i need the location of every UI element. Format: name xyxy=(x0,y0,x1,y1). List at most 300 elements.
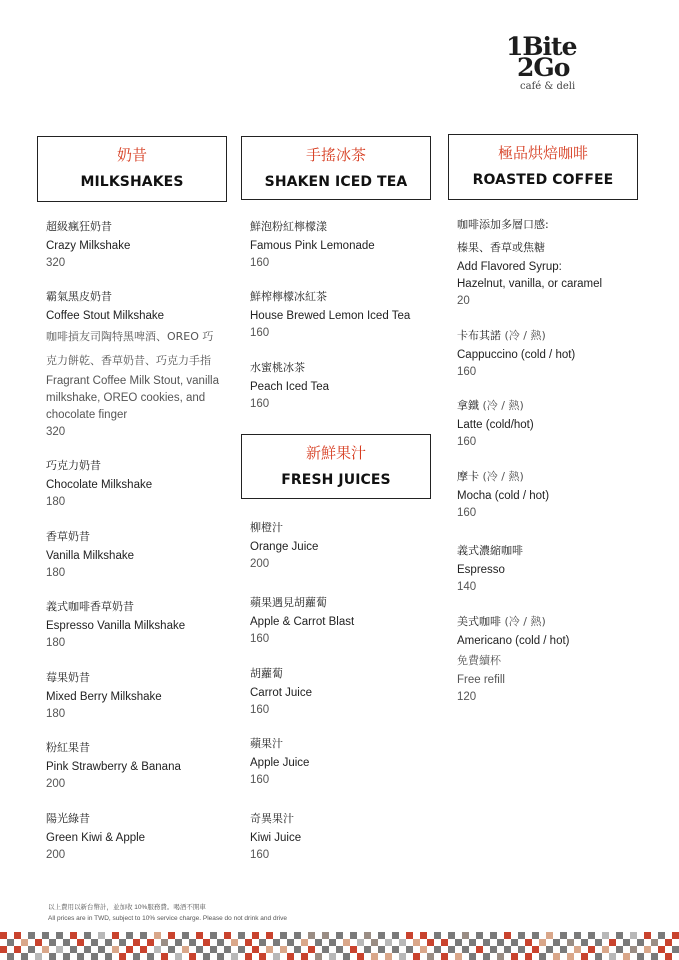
item-name-en: Espresso Vanilla Milkshake xyxy=(46,620,186,632)
checker-square xyxy=(518,932,525,939)
item-name-zh xyxy=(457,542,657,559)
checker-square xyxy=(630,946,637,953)
checker-square xyxy=(315,953,322,960)
checker-square xyxy=(441,953,448,960)
item-name-zh xyxy=(457,613,657,630)
item-name-en: House Brewed Lemon Iced Tea xyxy=(250,310,411,322)
checker-square xyxy=(595,939,602,946)
checker-square xyxy=(14,932,21,939)
item-name-en: Apple & Carrot Blast xyxy=(250,616,355,628)
menu-item-latte xyxy=(457,397,657,451)
checker-square xyxy=(553,939,560,946)
checker-square xyxy=(126,946,133,953)
logo-line-2: 2Go xyxy=(517,53,570,82)
checker-square xyxy=(378,932,385,939)
item-name-zh: 霸氣黑皮奶昔 xyxy=(46,290,112,303)
item-name-en: Add Flavored Syrup: xyxy=(457,261,562,273)
checker-square xyxy=(91,953,98,960)
menu-item-green-kiwi-apple xyxy=(46,810,246,864)
checker-square xyxy=(350,932,357,939)
checker-square xyxy=(203,953,210,960)
checker-square xyxy=(476,932,483,939)
checker-square xyxy=(315,939,322,946)
item-price: 160 xyxy=(457,366,477,378)
checker-square xyxy=(266,946,273,953)
menu-item-apple-juice xyxy=(250,735,450,789)
checker-square xyxy=(588,946,595,953)
checker-square xyxy=(224,946,231,953)
checker-square xyxy=(182,932,189,939)
item-name-zh: 陽光綠昔 xyxy=(46,812,90,825)
checker-square xyxy=(21,939,28,946)
checker-square xyxy=(245,953,252,960)
item-name-zh: 柳橙汁 xyxy=(250,521,283,534)
checker-square xyxy=(28,932,35,939)
checker-square xyxy=(623,953,630,960)
menu-item-cappuccino xyxy=(457,327,657,381)
menu-item-lemon-iced-tea xyxy=(250,288,450,342)
item-name-zh-text: 拿鐵 xyxy=(457,399,479,412)
item-price: 180 xyxy=(46,496,66,508)
checker-square xyxy=(168,932,175,939)
menu-item-kiwi-juice xyxy=(250,810,450,864)
item-name-en: Kiwi Juice xyxy=(250,832,302,844)
checker-square xyxy=(553,953,560,960)
menu-item-vanilla-milkshake xyxy=(46,528,246,582)
checker-square xyxy=(420,946,427,953)
checker-square xyxy=(518,946,525,953)
item-price: 320 xyxy=(46,426,66,438)
menu-item-apple-carrot-blast xyxy=(250,594,450,648)
item-name-en: Cappuccino (cold / hot) xyxy=(457,349,576,361)
checker-square xyxy=(49,939,56,946)
checker-square xyxy=(35,939,42,946)
item-price: 120 xyxy=(457,691,477,703)
checker-square xyxy=(371,939,378,946)
checker-square xyxy=(546,932,553,939)
section-heading-juices xyxy=(241,434,431,499)
checker-square xyxy=(273,953,280,960)
checker-square xyxy=(392,946,399,953)
checker-square xyxy=(182,946,189,953)
heading-zh: 奶昔 xyxy=(116,146,147,164)
checker-square xyxy=(497,939,504,946)
item-name-zh: 咖啡添加多層口感: xyxy=(457,218,549,231)
item-price: 200 xyxy=(46,849,66,861)
menu-item-espresso-vanilla-milkshake xyxy=(46,598,246,652)
logo xyxy=(500,34,600,92)
footer-note-en: All prices are in TWD, subject to 10% service charge. Please do not drink and drive xyxy=(48,915,288,922)
heading-en: ROASTED COFFEE xyxy=(472,172,614,188)
heading-zh: 極品烘焙咖啡 xyxy=(497,144,588,162)
checker-square xyxy=(441,939,448,946)
checker-square xyxy=(651,939,658,946)
item-name-zh: 超級瘋狂奶昔 xyxy=(46,220,112,233)
logo-subtitle: café & deli xyxy=(520,81,576,92)
checker-square xyxy=(539,939,546,946)
checker-square xyxy=(560,946,567,953)
item-name-en: Coffee Stout Milkshake xyxy=(46,310,165,322)
checker-square xyxy=(343,939,350,946)
checker-square xyxy=(21,953,28,960)
checker-square xyxy=(476,946,483,953)
item-price: 160 xyxy=(250,774,270,786)
checker-square xyxy=(238,946,245,953)
checker-square xyxy=(105,953,112,960)
checker-square xyxy=(231,939,238,946)
checker-square xyxy=(189,939,196,946)
section-heading-coffee xyxy=(448,134,638,200)
checker-square xyxy=(581,953,588,960)
item-price: 180 xyxy=(46,708,66,720)
menu-item-peach-iced-tea xyxy=(250,359,450,413)
checker-square xyxy=(427,953,434,960)
item-name-en: Chocolate Milkshake xyxy=(46,479,153,491)
checker-square xyxy=(567,953,574,960)
checker-square xyxy=(112,946,119,953)
footer-note xyxy=(48,902,287,924)
checker-square xyxy=(84,946,91,953)
checker-square xyxy=(154,932,161,939)
checker-square xyxy=(238,932,245,939)
checker-square xyxy=(469,953,476,960)
checker-square xyxy=(245,939,252,946)
checker-square xyxy=(210,932,217,939)
checker-square xyxy=(329,939,336,946)
item-price: 200 xyxy=(46,778,66,790)
checker-square xyxy=(259,939,266,946)
checker-square xyxy=(546,946,553,953)
menu-item-chocolate-milkshake xyxy=(46,457,246,511)
item-name-zh xyxy=(457,397,657,414)
item-price: 160 xyxy=(457,507,477,519)
item-price: 160 xyxy=(250,398,270,410)
section-heading-milkshakes xyxy=(37,136,227,202)
item-name-en: Peach Iced Tea xyxy=(250,381,330,393)
item-price: 160 xyxy=(250,704,270,716)
checker-square xyxy=(371,953,378,960)
heading-en: FRESH JUICES xyxy=(281,472,391,488)
item-name-zh: 義式咖啡香草奶昔 xyxy=(46,600,134,613)
checker-square xyxy=(91,939,98,946)
item-options-en: Hazelnut, vanilla, or caramel xyxy=(457,278,603,290)
checker-square xyxy=(644,932,651,939)
checker-square xyxy=(231,953,238,960)
item-name-zh: 粉紅果昔 xyxy=(46,741,90,754)
checker-square xyxy=(98,946,105,953)
checker-square xyxy=(308,946,315,953)
item-name-zh: 鮮泡粉紅檸檬漾 xyxy=(250,220,327,233)
checker-square xyxy=(119,953,126,960)
footer-note-zh: 以上費用以新台幣計，並加收 10%服務費。喝酒不開車 xyxy=(48,904,206,911)
checker-square xyxy=(196,932,203,939)
checker-square xyxy=(532,932,539,939)
item-price: 160 xyxy=(250,327,270,339)
checker-square xyxy=(175,939,182,946)
checker-square xyxy=(217,953,224,960)
checker-square xyxy=(0,932,7,939)
checker-square xyxy=(623,939,630,946)
item-price: 320 xyxy=(46,257,66,269)
heading-en: MILKSHAKES xyxy=(80,174,184,190)
checker-square xyxy=(147,953,154,960)
item-name-zh: 莓果奶昔 xyxy=(46,671,90,684)
item-options-zh: 榛果、香草或焦糖 xyxy=(457,241,545,254)
item-name-zh: 水蜜桃冰茶 xyxy=(250,361,305,374)
checker-square xyxy=(42,946,49,953)
item-temp-zh: (冷 / 熱) xyxy=(501,615,546,628)
checker-square xyxy=(364,932,371,939)
checker-square xyxy=(497,953,504,960)
checker-square xyxy=(56,932,63,939)
item-price: 160 xyxy=(250,849,270,861)
item-name-en: Espresso xyxy=(457,564,505,576)
checker-square xyxy=(455,939,462,946)
checker-square xyxy=(161,939,168,946)
heading-zh: 手搖冰茶 xyxy=(305,146,366,164)
item-name-zh: 香草奶昔 xyxy=(46,530,90,543)
checker-square xyxy=(560,932,567,939)
item-price: 200 xyxy=(250,558,270,570)
item-price: 180 xyxy=(46,567,66,579)
checker-square xyxy=(350,946,357,953)
checker-square xyxy=(49,953,56,960)
checker-square xyxy=(406,932,413,939)
menu-item-crazy-milkshake xyxy=(46,218,246,272)
checker-square xyxy=(609,953,616,960)
checker-square xyxy=(7,953,14,960)
checker-square xyxy=(357,953,364,960)
checker-square xyxy=(259,953,266,960)
checker-square xyxy=(140,932,147,939)
item-name-zh xyxy=(457,468,657,485)
checker-square xyxy=(511,939,518,946)
checker-square xyxy=(413,939,420,946)
checker-square xyxy=(189,953,196,960)
checker-square xyxy=(322,932,329,939)
checker-square xyxy=(287,939,294,946)
logo-line-1: 1Bite xyxy=(506,32,577,61)
checker-square xyxy=(420,932,427,939)
checker-square xyxy=(84,932,91,939)
checker-square xyxy=(399,953,406,960)
checker-square xyxy=(70,932,77,939)
checker-square xyxy=(77,953,84,960)
item-name-zh: 鮮榨檸檬冰紅茶 xyxy=(250,290,327,303)
item-temp-zh: (冷 / 熱) xyxy=(501,329,546,342)
checker-square xyxy=(203,939,210,946)
checker-square xyxy=(483,939,490,946)
checker-square xyxy=(385,953,392,960)
checker-square xyxy=(427,939,434,946)
checker-square xyxy=(280,946,287,953)
checker-square xyxy=(392,932,399,939)
checker-square xyxy=(511,953,518,960)
checker-square xyxy=(364,946,371,953)
item-name-en: Orange Juice xyxy=(250,541,319,553)
checker-square xyxy=(525,939,532,946)
checker-square xyxy=(140,946,147,953)
item-description-en: Fragrant Coffee Milk Stout, vanilla xyxy=(46,375,220,387)
item-name-en: Americano (cold / hot) xyxy=(457,635,570,647)
checker-square xyxy=(448,946,455,953)
menu-item-flavored-syrup xyxy=(457,216,657,310)
item-name-en: Apple Juice xyxy=(250,757,310,769)
checker-square xyxy=(567,939,574,946)
heading-en: SHAKEN ICED TEA xyxy=(264,174,408,190)
checker-square xyxy=(602,932,609,939)
checker-square xyxy=(322,946,329,953)
checker-square xyxy=(602,946,609,953)
item-description-en: milkshake, OREO cookies, and xyxy=(46,392,206,404)
checker-square xyxy=(616,946,623,953)
menu-item-americano xyxy=(457,613,657,706)
item-name-zh: 胡蘿蔔 xyxy=(250,667,283,680)
checker-square xyxy=(532,946,539,953)
item-refill-zh: 免費續杯 xyxy=(457,654,501,667)
checker-square xyxy=(665,953,672,960)
section-heading-tea xyxy=(241,136,431,200)
checker-square xyxy=(287,953,294,960)
checker-square xyxy=(637,953,644,960)
checker-square xyxy=(252,946,259,953)
checker-square xyxy=(616,932,623,939)
checker-square xyxy=(301,939,308,946)
item-name-en: Mocha (cold / hot) xyxy=(457,490,550,502)
checker-square xyxy=(462,932,469,939)
checker-square xyxy=(448,932,455,939)
checker-square xyxy=(161,953,168,960)
checker-square xyxy=(196,946,203,953)
item-name-en: Famous Pink Lemonade xyxy=(250,240,375,252)
checker-square xyxy=(294,932,301,939)
checker-square xyxy=(224,932,231,939)
checker-square xyxy=(336,932,343,939)
checker-square xyxy=(175,953,182,960)
checker-square xyxy=(644,946,651,953)
checker-square xyxy=(539,953,546,960)
heading-zh: 新鮮果汁 xyxy=(305,444,366,462)
checker-square xyxy=(133,953,140,960)
checker-square xyxy=(217,939,224,946)
checker-square xyxy=(294,946,301,953)
menu-item-espresso xyxy=(457,542,657,596)
checker-square xyxy=(336,946,343,953)
checker-square xyxy=(112,932,119,939)
checker-square xyxy=(35,953,42,960)
checker-square xyxy=(98,932,105,939)
checker-square xyxy=(651,953,658,960)
menu-item-carrot-juice xyxy=(250,665,450,719)
item-name-zh: 蘋果汁 xyxy=(250,737,283,750)
checker-square xyxy=(119,939,126,946)
checker-square xyxy=(665,939,672,946)
checker-square xyxy=(63,939,70,946)
checker-pattern-border xyxy=(0,932,679,960)
checker-square xyxy=(168,946,175,953)
item-description-zh: 咖啡摃友司陶特黑啤酒、OREO 巧 xyxy=(46,330,214,343)
item-name-en: Vanilla Milkshake xyxy=(46,550,134,562)
checker-square xyxy=(455,953,462,960)
item-name-en: Crazy Milkshake xyxy=(46,240,131,252)
checker-square xyxy=(434,946,441,953)
checker-square xyxy=(266,932,273,939)
checker-square xyxy=(28,946,35,953)
checker-square xyxy=(252,932,259,939)
checker-square xyxy=(483,953,490,960)
checker-square xyxy=(280,932,287,939)
checker-square xyxy=(133,939,140,946)
menu-item-mixed-berry-milkshake xyxy=(46,669,246,723)
checker-square xyxy=(469,939,476,946)
checker-square xyxy=(609,939,616,946)
checker-square xyxy=(357,939,364,946)
menu-item-pink-lemonade xyxy=(250,218,450,272)
checker-square xyxy=(77,939,84,946)
item-price: 160 xyxy=(250,633,270,645)
item-temp-zh: (冷 / 熱) xyxy=(479,470,524,483)
checker-square xyxy=(126,932,133,939)
checker-square xyxy=(525,953,532,960)
checker-square xyxy=(658,932,665,939)
checker-square xyxy=(658,946,665,953)
menu-item-coffee-stout-milkshake xyxy=(46,288,246,441)
item-name-zh-text: 摩卡 xyxy=(457,470,479,483)
checker-square xyxy=(14,946,21,953)
item-description-zh: 克力餅乾、香草奶昔、巧克力手指 xyxy=(46,354,211,367)
item-price: 180 xyxy=(46,637,66,649)
item-name-en: Carrot Juice xyxy=(250,687,312,699)
checker-square xyxy=(630,932,637,939)
checker-square xyxy=(490,946,497,953)
checker-square xyxy=(42,932,49,939)
item-name-en: Mixed Berry Milkshake xyxy=(46,691,162,703)
checker-square xyxy=(504,946,511,953)
item-price: 160 xyxy=(457,436,477,448)
checker-square xyxy=(70,946,77,953)
checker-square xyxy=(588,932,595,939)
checker-square xyxy=(399,939,406,946)
checker-square xyxy=(406,946,413,953)
item-name-zh: 巧克力奶昔 xyxy=(46,459,101,472)
checker-square xyxy=(147,939,154,946)
item-name-zh xyxy=(457,327,657,344)
checker-square xyxy=(105,939,112,946)
item-name-zh-text: 義式濃縮咖啡 xyxy=(457,544,523,557)
item-name-en: Pink Strawberry & Banana xyxy=(46,761,181,773)
item-name-zh: 蘋果遇見胡蘿蔔 xyxy=(250,596,327,609)
item-refill-en: Free refill xyxy=(457,674,505,686)
checker-square xyxy=(210,946,217,953)
item-temp-zh: (冷 / 熱) xyxy=(479,399,524,412)
checker-square xyxy=(672,932,679,939)
checker-square xyxy=(343,953,350,960)
checker-square xyxy=(56,946,63,953)
checker-square xyxy=(574,946,581,953)
checker-square xyxy=(595,953,602,960)
item-description-en: chocolate finger xyxy=(46,409,128,421)
checker-square xyxy=(273,939,280,946)
item-price: 160 xyxy=(250,257,270,269)
item-name-zh-text: 卡布其諾 xyxy=(457,329,501,342)
checker-square xyxy=(301,953,308,960)
checker-square xyxy=(0,946,7,953)
checker-square xyxy=(672,946,679,953)
menu-item-orange-juice xyxy=(250,519,450,573)
item-name-en: Green Kiwi & Apple xyxy=(46,832,146,844)
item-name-zh: 奇異果汁 xyxy=(250,812,294,825)
item-name-zh-text: 美式咖啡 xyxy=(457,615,501,628)
